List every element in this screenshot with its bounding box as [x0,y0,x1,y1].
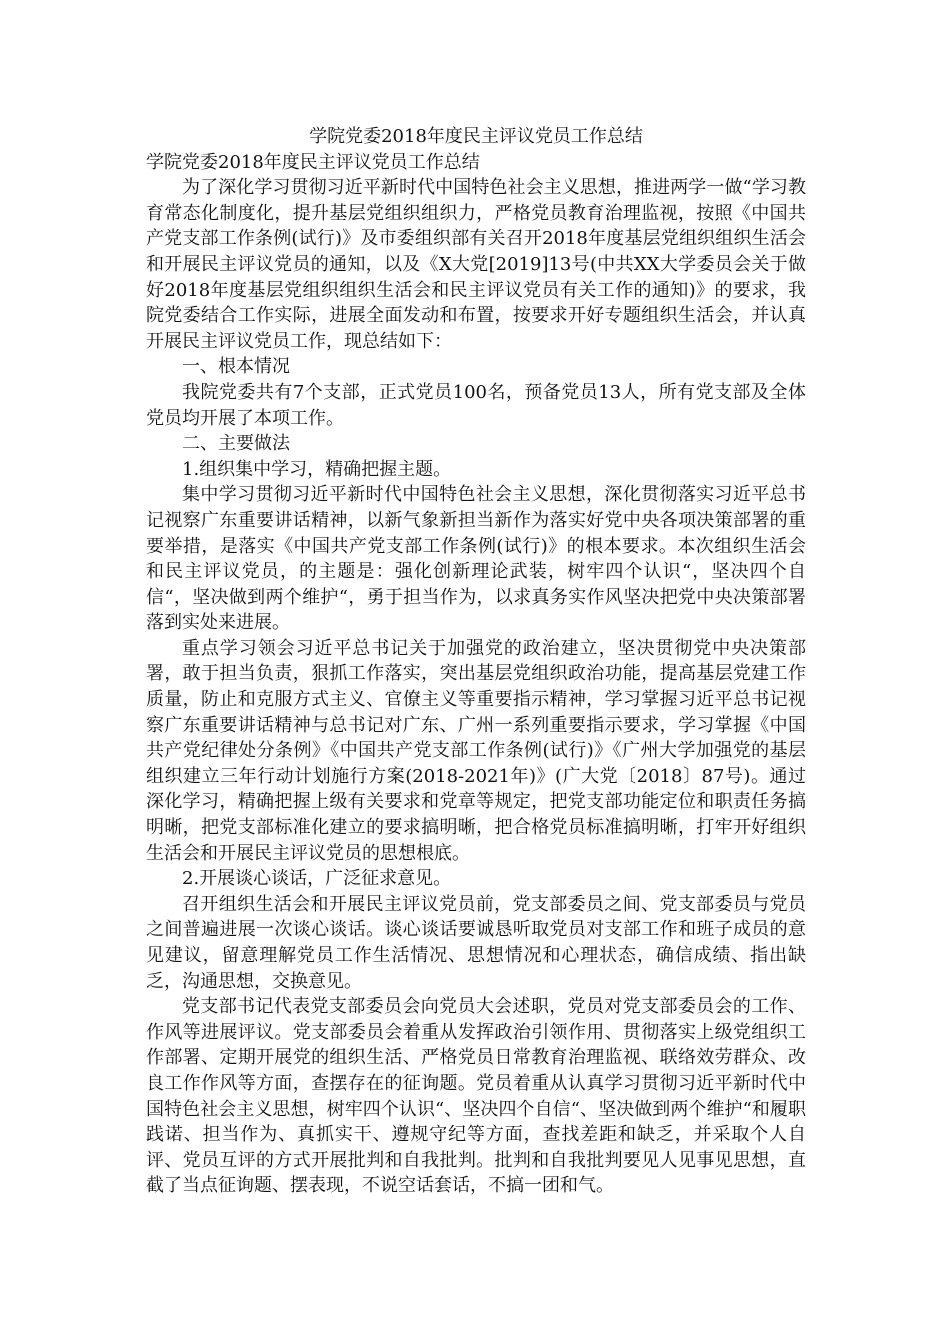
paragraph-study-content: 集中学习贯彻习近平新时代中国特色社会主义思想，深化贯彻落实习近平总书记视察广东重要讲话精神，以新气象新担当新作为落实好党中央各项决策部署的重要举措，是落实《中国共产党支部工作条例(试行)》的根本要求。本次组织生活会和民主评议党员，的主题是：强化创新理论武装，树牢四个认识“，坚决四个自信“，坚决做到两个维护“，勇于担当作为，以求真务实作风坚决把党中央决策部署落到实处来进展。 [146,484,806,634]
document-body [146,124,806,1199]
subheading-centralized-study: 1.组织集中学习，精确把握主题。 [182,458,452,480]
paragraph-evaluation: 党支部书记代表党支部委员会向党员大会述职，党员对党支部委员会的工作、作风等进展评议。党支部委员会着重从发挥政治引领作用、贯彻落实上级党组织工作部署、定期开展党的组织生活、严格党员日常教育治理监视、联络效劳群众、改良工作作风等方面，查摆存在的征询题。党员着重从认真学习贯彻习近平新时代中国特色社会主义思想，树牢四个认识“、坚决四个自信“、坚决做到两个维护“和履职践诺、担当作为、真抓实干、遵规守纪等方面，查找差距和缺乏，并采取个人自评、党员互评的方式开展批判和自我批判。批判和自我批判要见人见事见思想，直截了当点征询题、摆表现，不说空话套话，不搞一团和气。 [146,996,806,1197]
document-subtitle: 学院党委2018年度民主评议党员工作总结 [146,151,480,173]
paragraph-key-study: 重点学习领会习近平总书记关于加强党的政治建立，坚决贯彻党中央决策部署，敢于担当负责，狠抓工作落实，突出基层党组织政治功能，提高基层党建工作质量，防止和克服方式主义、官僚主义等重要指示精神，学习掌握习近平总书记视察广东重要讲话精神与总书记对广东、广州一系列重要指示要求，学习掌握《中国共产党纪律处分条例》《中国共产党支部工作条例(试行)》《广州大学加强党的基层组织建立三年行动计划施行方案(2018-2021年)》(广大党〔2018〕87号)。通过深化学习，精确把握上级有关要求和党章等规定，把党支部功能定位和职责任务搞明晰，把党支部标准化建立的要求搞明晰，把合格党员标准搞明晰，打牢开好组织生活会和开展民主评议党员的思想根底。 [146,637,806,864]
subheading-heart-to-heart-talks: 2.开展谈心谈话，广泛征求意见。 [182,868,452,890]
paragraph-basic-situation: 我院党委共有7个支部，正式党员100名，预备党员13人，所有党支部及全体党员均开展了本项工作。 [146,381,806,429]
paragraph-intro: 为了深化学习贯彻习近平新时代中国特色社会主义思想，推进两学一做“学习教育常态化制度化，提升基层党组织组织力，严格党员教育治理监视，按照《中国共产党支部工作条例(试行)》及市委组织部有关召开2018年度基层党组织组织生活会和开展民主评议党员的通知，以及《X大党[2019]13号(中共XX大学委员会关于做好2018年度基层党组织组织生活会和民主评议党员有关工作的通知)》的要求，我院党委结合工作实际，进展全面发动和布置，按要求开好专题组织生活会，并认真开展民主评议党员工作，现总结如下： [146,177,806,352]
section-heading-main-practices: 二、主要做法 [182,433,290,455]
paragraph-talks: 召开组织生活会和开展民主评议党员前，党支部委员之间、党支部委员与党员之间普遍进展一次谈心谈话。谈心谈话要诚恳听取党员对支部工作和班子成员的意见建议，留意理解党员工作生活情况、思想情况和心理状态，确信成绩、指出缺乏，沟通思想，交换意见。 [146,893,806,992]
document-title: 学院党委2018年度民主评议党员工作总结 [309,126,643,147]
section-heading-basic-situation: 一、根本情况 [182,356,290,378]
